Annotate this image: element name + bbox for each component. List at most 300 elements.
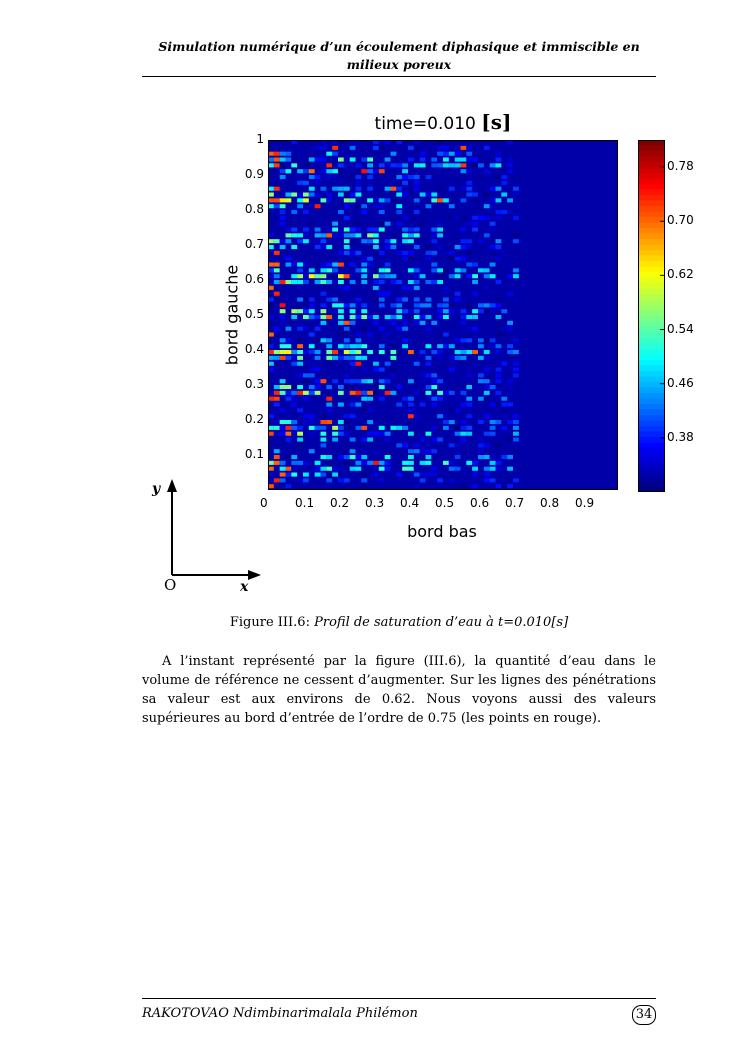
heatmap-cell xyxy=(490,461,496,465)
heatmap-cell xyxy=(426,484,432,488)
heatmap-cell xyxy=(431,426,437,430)
heatmap-cell xyxy=(291,280,297,284)
colorbar-segment xyxy=(638,481,665,487)
heatmap-cell xyxy=(379,461,385,465)
heatmap-cell xyxy=(484,379,490,383)
heatmap-cell xyxy=(449,362,455,366)
heatmap-cell xyxy=(402,233,408,237)
heatmap-cell xyxy=(338,193,344,197)
heatmap-cell xyxy=(461,403,467,407)
heatmap-cell xyxy=(379,467,385,471)
heatmap-cell xyxy=(484,350,490,354)
heatmap-cell xyxy=(437,344,443,348)
heatmap-cell xyxy=(455,408,461,412)
heatmap-cell xyxy=(414,146,420,150)
heatmap-cell xyxy=(356,350,362,354)
heatmap-cell xyxy=(461,216,467,220)
colorbar-segment xyxy=(638,294,665,300)
colorbar-segment xyxy=(638,327,665,333)
colorbar-segment xyxy=(638,190,665,196)
heatmap-cell xyxy=(513,443,519,447)
colorbar-segment xyxy=(638,415,665,421)
heatmap-cell xyxy=(379,344,385,348)
heatmap-cell xyxy=(461,268,467,272)
heatmap-cell xyxy=(291,397,297,401)
heatmap-cell xyxy=(361,280,367,284)
heatmap-cell xyxy=(478,216,484,220)
heatmap-cell xyxy=(361,391,367,395)
heatmap-cell xyxy=(431,350,437,354)
heatmap-cell xyxy=(350,198,356,202)
heatmap-cell xyxy=(466,158,472,162)
heatmap-cell xyxy=(478,338,484,342)
heatmap-cell xyxy=(361,461,367,465)
heatmap-cell xyxy=(420,461,426,465)
colorbar-segment xyxy=(638,344,665,350)
heatmap-cell xyxy=(321,292,327,296)
heatmap-cell xyxy=(280,344,286,348)
heatmap-cell xyxy=(437,315,443,319)
heatmap-cell xyxy=(391,321,397,325)
heatmap-cell xyxy=(321,420,327,424)
heatmap-cell xyxy=(420,473,426,477)
heatmap-cell xyxy=(332,239,338,243)
heatmap-cell xyxy=(344,286,350,290)
heatmap-cell xyxy=(303,420,309,424)
heatmap-cell xyxy=(280,408,286,412)
heatmap-cell xyxy=(420,158,426,162)
heatmap-cell xyxy=(437,426,443,430)
heatmap-cell xyxy=(507,350,513,354)
heatmap-cell xyxy=(501,309,507,313)
heatmap-cell xyxy=(513,239,519,243)
heatmap-cell xyxy=(490,198,496,202)
heatmap-cell xyxy=(396,298,402,302)
heatmap-cell xyxy=(420,350,426,354)
heatmap-cell xyxy=(315,368,321,372)
heatmap-cell xyxy=(309,362,315,366)
heatmap-cell xyxy=(391,344,397,348)
heatmap-cell xyxy=(414,309,420,313)
heatmap-cell xyxy=(437,222,443,226)
heatmap-cell xyxy=(484,385,490,389)
heatmap-cell xyxy=(297,298,303,302)
heatmap-cell xyxy=(274,158,280,162)
heatmap-cell xyxy=(309,303,315,307)
heatmap-cell xyxy=(426,193,432,197)
heatmap-cell xyxy=(420,239,426,243)
heatmap-cell xyxy=(367,163,373,167)
heatmap-cell xyxy=(396,251,402,255)
heatmap-cell xyxy=(367,198,373,202)
heatmap-cell xyxy=(315,216,321,220)
heatmap-cell xyxy=(391,187,397,191)
heatmap-cell xyxy=(496,239,502,243)
heatmap-cell xyxy=(338,274,344,278)
heatmap-cell xyxy=(379,379,385,383)
heatmap-cell xyxy=(274,292,280,296)
heatmap-cell xyxy=(309,315,315,319)
heatmap-cell xyxy=(431,449,437,453)
heatmap-cell xyxy=(507,158,513,162)
heatmap-cell xyxy=(414,298,420,302)
heatmap-cell xyxy=(420,478,426,482)
heatmap-cell xyxy=(472,315,478,319)
heatmap-cell xyxy=(286,263,292,267)
colorbar-segment xyxy=(638,289,665,295)
header-rule xyxy=(142,76,656,77)
heatmap-cell xyxy=(361,449,367,453)
heatmap-cell xyxy=(309,420,315,424)
heatmap-cell xyxy=(286,473,292,477)
heatmap-cell xyxy=(437,391,443,395)
heatmap-cell xyxy=(326,152,332,156)
colorbar-segment xyxy=(638,146,665,152)
heatmap-cell xyxy=(361,263,367,267)
heatmap-cell xyxy=(379,198,385,202)
heatmap-cell xyxy=(507,210,513,214)
heatmap-cell xyxy=(490,228,496,232)
heatmap-cell xyxy=(496,461,502,465)
heatmap-cell xyxy=(391,426,397,430)
heatmap-cell xyxy=(484,309,490,313)
heatmap-cell xyxy=(420,379,426,383)
y-tick-label: 0.1 xyxy=(244,447,264,461)
heatmap-cell xyxy=(379,233,385,237)
heatmap-cell xyxy=(472,467,478,471)
heatmap-cell xyxy=(414,467,420,471)
heatmap-cell xyxy=(402,193,408,197)
heatmap-cell xyxy=(420,321,426,325)
heatmap-cell xyxy=(507,292,513,296)
heatmap-cell xyxy=(472,222,478,226)
heatmap-cell xyxy=(332,163,338,167)
heatmap-cell xyxy=(291,385,297,389)
heatmap-cell xyxy=(461,187,467,191)
heatmap-cell xyxy=(455,467,461,471)
heatmap-cell xyxy=(490,245,496,249)
heatmap-cell xyxy=(356,187,362,191)
heatmap-cell xyxy=(280,432,286,436)
heatmap-cell xyxy=(455,257,461,261)
colorbar-segment xyxy=(638,459,665,465)
heatmap-cell xyxy=(379,280,385,284)
heatmap-cell xyxy=(490,187,496,191)
heatmap-cell xyxy=(391,315,397,319)
heatmap-cell xyxy=(361,426,367,430)
heatmap-cell xyxy=(507,198,513,202)
heatmap-cell xyxy=(321,321,327,325)
colorbar-segment xyxy=(638,245,665,251)
heatmap-cell xyxy=(297,280,303,284)
heatmap-cell xyxy=(461,426,467,430)
heatmap-cell xyxy=(443,152,449,156)
caption-prefix: Figure III.6: xyxy=(229,615,310,630)
heatmap-cell xyxy=(280,473,286,477)
heatmap-cell xyxy=(396,204,402,208)
heatmap-cell xyxy=(321,146,327,150)
heatmap-cell xyxy=(344,344,350,348)
heatmap-cell xyxy=(303,163,309,167)
heatmap-cell xyxy=(309,385,315,389)
heatmap-cell xyxy=(350,193,356,197)
heatmap-cell xyxy=(507,163,513,167)
heatmap-cell xyxy=(385,158,391,162)
heatmap-cell xyxy=(496,333,502,337)
heatmap-cell xyxy=(496,432,502,436)
heatmap-cell xyxy=(402,397,408,401)
heatmap-cell xyxy=(437,414,443,418)
heatmap-cell xyxy=(309,426,315,430)
heatmap-cell xyxy=(326,484,332,488)
heatmap-cell xyxy=(356,175,362,179)
heatmap-cell xyxy=(344,333,350,337)
heatmap-cell xyxy=(344,251,350,255)
heatmap-cell xyxy=(391,233,397,237)
heatmap-cell xyxy=(496,403,502,407)
heatmap-cell xyxy=(455,356,461,360)
heatmap-cell xyxy=(507,484,513,488)
heatmap-cell xyxy=(315,426,321,430)
heatmap-cell xyxy=(361,163,367,167)
heatmap-cell xyxy=(274,385,280,389)
heatmap-cell xyxy=(449,467,455,471)
heatmap-cell xyxy=(431,263,437,267)
heatmap-cell xyxy=(280,356,286,360)
heatmap-cell xyxy=(280,426,286,430)
heatmap-cell xyxy=(472,327,478,331)
heatmap-cell xyxy=(443,461,449,465)
heatmap-cell xyxy=(344,455,350,459)
heatmap-cell xyxy=(391,280,397,284)
heatmap-cell xyxy=(286,438,292,442)
heatmap-cell xyxy=(367,414,373,418)
heatmap-cell xyxy=(408,432,414,436)
heatmap-cell xyxy=(379,251,385,255)
heatmap-cell xyxy=(426,245,432,249)
heatmap-cell xyxy=(496,152,502,156)
heatmap-cell xyxy=(391,216,397,220)
heatmap-cell xyxy=(472,280,478,284)
heatmap-cell xyxy=(286,432,292,436)
heatmap-cell xyxy=(396,373,402,377)
heatmap-cell xyxy=(291,432,297,436)
heatmap-cell xyxy=(274,245,280,249)
heatmap-cell xyxy=(408,438,414,442)
heatmap-cell xyxy=(373,368,379,372)
heatmap-cell xyxy=(274,379,280,383)
colorbar-segment xyxy=(638,338,665,344)
colorbar-segment xyxy=(638,283,665,289)
heatmap-cell xyxy=(274,391,280,395)
heatmap-cell xyxy=(280,216,286,220)
heatmap-cell xyxy=(507,420,513,424)
heatmap-cell xyxy=(379,286,385,290)
heatmap-cell xyxy=(379,268,385,272)
heatmap-cell xyxy=(286,152,292,156)
heatmap-cell xyxy=(280,152,286,156)
heatmap-cell xyxy=(367,233,373,237)
heatmap-cell xyxy=(501,426,507,430)
heatmap-cell xyxy=(321,280,327,284)
heatmap-cell xyxy=(332,187,338,191)
colorbar-segment xyxy=(638,316,665,322)
heatmap-cell xyxy=(367,263,373,267)
heatmap-cell xyxy=(379,385,385,389)
heatmap-cell xyxy=(466,303,472,307)
heatmap-cell xyxy=(332,280,338,284)
heatmap-cell xyxy=(455,158,461,162)
heatmap-cell xyxy=(326,169,332,173)
heatmap-cell xyxy=(478,379,484,383)
heatmap-cell xyxy=(466,315,472,319)
heatmap-cell xyxy=(361,438,367,442)
heatmap-cell xyxy=(321,169,327,173)
heatmap-cell xyxy=(315,274,321,278)
heatmap-cell xyxy=(420,303,426,307)
heatmap-cell xyxy=(496,198,502,202)
heatmap-cell xyxy=(326,385,332,389)
heatmap-cell xyxy=(472,163,478,167)
heatmap-cell xyxy=(443,245,449,249)
heatmap-cell xyxy=(338,292,344,296)
colorbar-tick-label: 0.54 xyxy=(667,321,694,336)
heatmap-cell xyxy=(391,420,397,424)
heatmap-cell xyxy=(379,298,385,302)
heatmap-cell xyxy=(350,263,356,267)
heatmap-cell xyxy=(420,274,426,278)
heatmap-cell xyxy=(373,391,379,395)
heatmap-cell xyxy=(478,175,484,179)
colorbar-segment xyxy=(638,305,665,311)
heatmap-cell xyxy=(326,473,332,477)
heatmap-cell xyxy=(326,420,332,424)
heatmap-cell xyxy=(373,146,379,150)
heatmap-cell xyxy=(414,280,420,284)
heatmap-cell xyxy=(367,315,373,319)
heatmap-cell xyxy=(443,286,449,290)
heatmap-cell xyxy=(344,204,350,208)
heatmap-cell xyxy=(437,309,443,313)
heatmap-cell xyxy=(274,432,280,436)
heatmap-cell xyxy=(274,461,280,465)
heatmap-cell xyxy=(472,193,478,197)
heatmap-cell xyxy=(291,233,297,237)
heatmap-cell xyxy=(466,397,472,401)
heatmap-cell xyxy=(280,210,286,214)
plot-title-unit: [s] xyxy=(481,110,512,134)
heatmap-cell xyxy=(385,432,391,436)
heatmap-cell xyxy=(513,152,519,156)
heatmap-cell xyxy=(332,233,338,237)
heatmap-cell xyxy=(513,338,519,342)
heatmap-cell xyxy=(297,356,303,360)
heatmap-cell xyxy=(297,344,303,348)
heatmap-cell xyxy=(402,327,408,331)
heatmap-cell xyxy=(472,187,478,191)
heatmap-cell xyxy=(496,484,502,488)
heatmap-cell xyxy=(496,175,502,179)
heatmap-cell xyxy=(466,187,472,191)
heatmap-cell xyxy=(309,298,315,302)
heatmap-cell xyxy=(443,163,449,167)
heatmap-cell xyxy=(361,327,367,331)
heatmap-cell xyxy=(408,286,414,290)
heatmap-cell xyxy=(321,438,327,442)
heatmap-cell xyxy=(309,449,315,453)
heatmap-cell xyxy=(379,228,385,232)
heatmap-cell xyxy=(303,309,309,313)
heatmap-cell xyxy=(356,233,362,237)
heatmap-cell xyxy=(472,198,478,202)
heatmap-cell xyxy=(321,315,327,319)
heatmap-cell xyxy=(297,327,303,331)
heatmap-cell xyxy=(461,163,467,167)
heatmap-cell xyxy=(484,274,490,278)
heatmap-cell xyxy=(513,204,519,208)
heatmap-cell xyxy=(303,298,309,302)
heatmap-cell xyxy=(303,181,309,185)
heatmap-cell xyxy=(496,245,502,249)
heatmap-cell xyxy=(391,356,397,360)
heatmap-cell xyxy=(274,327,280,331)
heatmap-cell xyxy=(309,432,315,436)
heatmap-cell xyxy=(361,257,367,261)
heatmap-cell xyxy=(356,228,362,232)
heatmap-cell xyxy=(402,321,408,325)
heatmap-cell xyxy=(326,280,332,284)
heatmap-cell xyxy=(466,432,472,436)
heatmap-cell xyxy=(344,228,350,232)
body-paragraph: A l’instant représenté par la figure (III.6), la quantité d’eau dans le volume de référence ne cessent d’augmenter. Sur les lignes des pénétrations sa valeur est aux environs de 0.62. Nous voyons aussi des valeurs supérieures au bord d’entrée de l’ordre de 0.75 (les points en rouge). xyxy=(142,654,656,726)
heatmap-cell xyxy=(297,204,303,208)
heatmap-cell xyxy=(449,152,455,156)
heatmap-cell xyxy=(449,274,455,278)
heatmap-cell xyxy=(385,315,391,319)
heatmap-cell xyxy=(332,438,338,442)
heatmap-cell xyxy=(321,303,327,307)
heatmap-cell xyxy=(513,187,519,191)
heatmap-cell xyxy=(420,373,426,377)
heatmap-cell xyxy=(501,403,507,407)
heatmap-cell xyxy=(315,245,321,249)
heatmap-cell xyxy=(344,233,350,237)
heatmap-cell xyxy=(338,327,344,331)
heatmap-cell xyxy=(385,461,391,465)
x-tick-label: 0.3 xyxy=(365,496,385,510)
heatmap-cell xyxy=(385,263,391,267)
heatmap-cell xyxy=(431,321,437,325)
colorbar-segment xyxy=(638,470,665,476)
colorbar-segment xyxy=(638,173,665,179)
heatmap-cell xyxy=(321,233,327,237)
heatmap-cell xyxy=(297,338,303,342)
heatmap-cell xyxy=(385,391,391,395)
heatmap-cell xyxy=(315,193,321,197)
heatmap-cell xyxy=(361,455,367,459)
heatmap-cell xyxy=(513,175,519,179)
heatmap-cell xyxy=(332,268,338,272)
heatmap-cell xyxy=(338,158,344,162)
heatmap-cell xyxy=(315,158,321,162)
heatmap-cell xyxy=(420,484,426,488)
heatmap-cell xyxy=(449,473,455,477)
heatmap-cell xyxy=(414,210,420,214)
heatmap-cell xyxy=(373,315,379,319)
heatmap-cell xyxy=(437,280,443,284)
heatmap-cell xyxy=(332,222,338,226)
heatmap-cell xyxy=(391,379,397,383)
